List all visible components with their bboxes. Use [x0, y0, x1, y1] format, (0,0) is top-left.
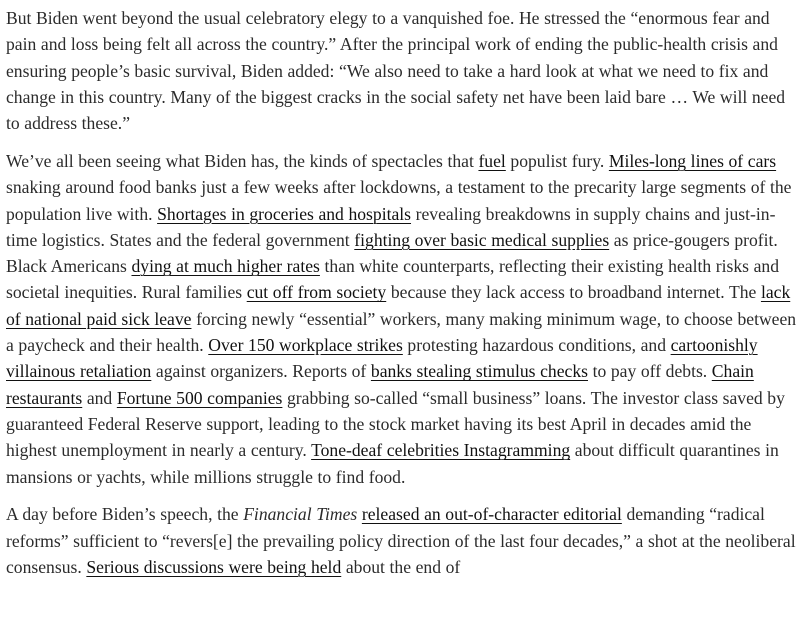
inline-link[interactable]: Chain restaurants	[6, 361, 754, 408]
body-text: and	[82, 387, 117, 408]
inline-link[interactable]: Tone-deaf celebrities Instagramming	[311, 440, 571, 461]
body-text: populist fury.	[505, 150, 609, 171]
inline-link[interactable]: dying at much higher rates	[131, 256, 320, 277]
inline-link[interactable]: banks stealing stimulus checks	[370, 361, 588, 382]
paragraph-1	[6, 5, 798, 136]
inline-link[interactable]: released an out-of-character editorial	[361, 504, 622, 525]
body-text: than white counterparts, reflecting their existing health risks and societal inequities. Rural families	[6, 256, 780, 303]
inline-link[interactable]: Shortages in groceries and hospitals	[157, 203, 412, 224]
body-text: We’ve all been seeing what Biden has, the kinds of spectacles that	[6, 150, 479, 171]
inline-link[interactable]: Over 150 workplace strikes	[208, 335, 403, 356]
body-text: revealing breakdowns in supply chains and just-in-time logistics. States and the federal government	[6, 203, 776, 250]
body-text: snaking around food banks just a few weeks after lockdowns, a testament to the precarity large segments of the population live with.	[6, 177, 792, 224]
inline-link[interactable]: fighting over basic medical supplies	[354, 229, 610, 250]
body-text: grabbing so-called “small business” loans. The investor class saved by guaranteed Federal Reserve support, leading to the stock market having its best April in decades amid the highest unemployment in nearly a century.	[6, 387, 785, 461]
paragraph-3	[6, 501, 798, 580]
paragraph-2	[6, 148, 798, 490]
body-text: about the end of	[341, 556, 461, 577]
body-text: as price-gougers profit. Black Americans	[6, 229, 778, 277]
inline-link[interactable]: cartoonishly villainous retaliation	[6, 335, 758, 382]
body-text: against organizers. Reports of	[151, 361, 371, 382]
body-text: to pay off debts.	[587, 361, 712, 382]
inline-link[interactable]: Fortune 500 companies	[116, 387, 283, 408]
inline-link[interactable]: lack of national paid sick leave	[6, 282, 791, 329]
body-text: A day before Biden’s speech, the	[6, 504, 244, 525]
body-text: forcing newly “essential” workers, many making minimum wage, to choose between a paycheck and their health.	[6, 308, 797, 356]
body-text: protesting hazardous conditions, and	[402, 335, 671, 356]
body-text: But Biden went beyond the usual celebratory elegy to a vanquished foe. He stressed the “enormous fear and pain and loss being felt all across the country.” After the principal work of ending the public-health crisis and ensuring people’s basic survival, Biden added: “We also need to take a hard look at what we need to fix and change in this country. Many of the biggest cracks in the social safety net have been laid bare … We will need to address these.”	[6, 8, 786, 134]
body-text: demanding “radical reforms” sufficient to “revers[e] the prevailing policy direction of the last four decades,” a shot at the neoliberal consensus.	[6, 504, 796, 577]
inline-link[interactable]: Miles-long lines of cars	[608, 150, 777, 171]
article-body	[6, 5, 798, 592]
inline-link[interactable]: cut off from society	[246, 282, 387, 303]
body-text: about difficult quarantines in mansions or yachts, while millions struggle to find food.	[6, 440, 779, 487]
inline-link[interactable]: Serious discussions were being held	[86, 556, 342, 577]
body-text: because they lack access to broadband internet. The	[386, 282, 761, 303]
inline-link[interactable]: fuel	[478, 150, 506, 171]
italic-text: Financial Times	[243, 504, 358, 525]
